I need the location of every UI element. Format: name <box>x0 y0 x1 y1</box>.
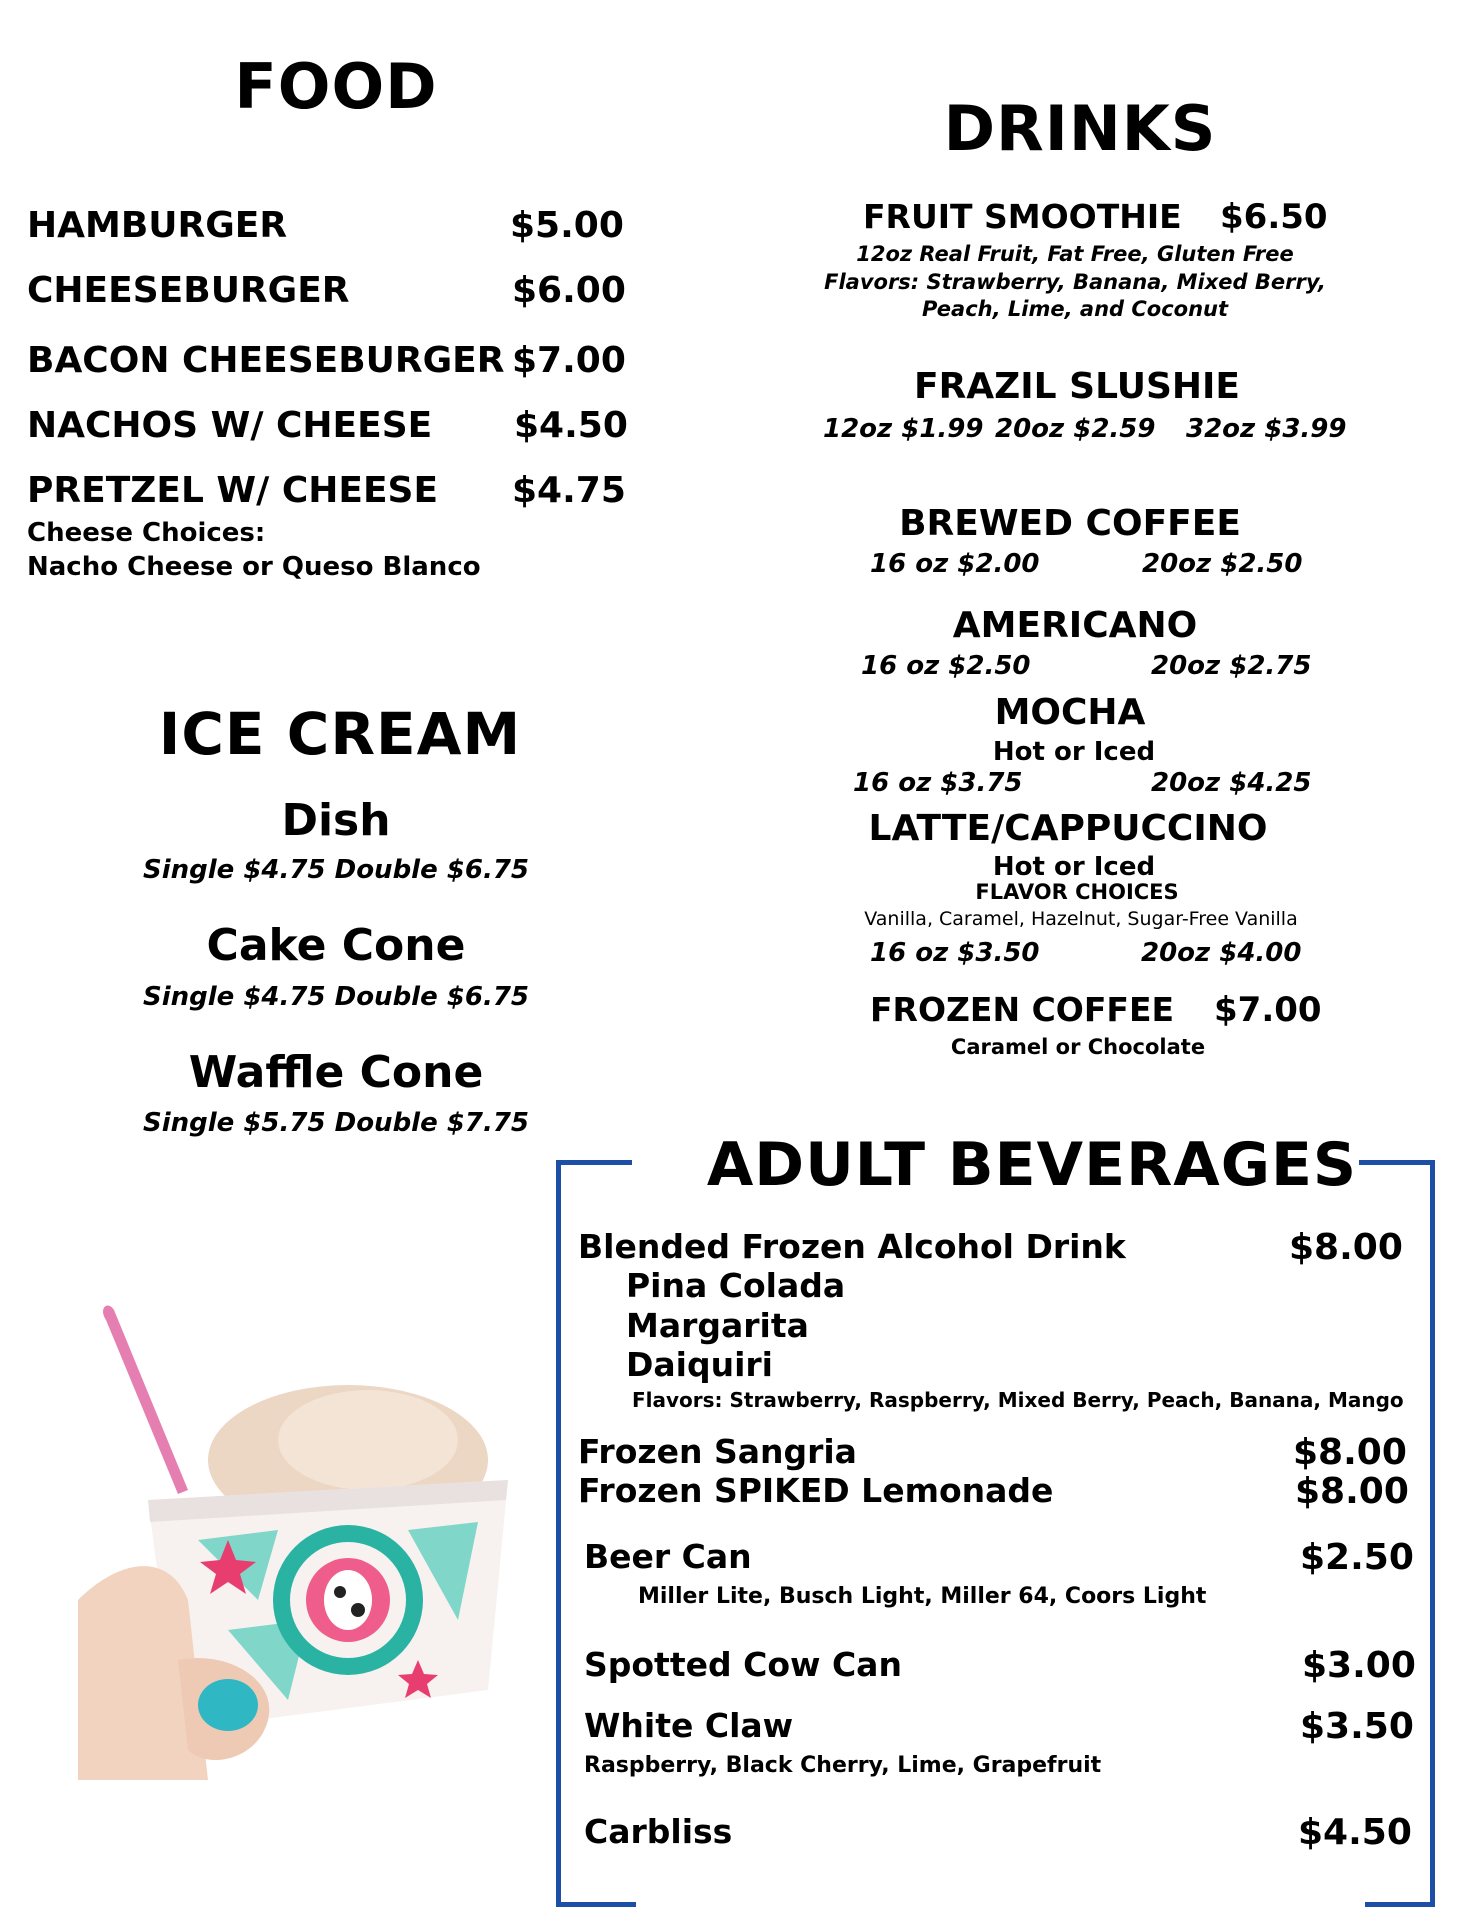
white-claw-name: White Claw <box>584 1706 794 1745</box>
smoothie-desc-line1: 12oz Real Fruit, Fat Free, Gluten Free <box>856 242 1294 266</box>
cheese-choices-options: Nacho Cheese or Queso Blanco <box>27 552 481 582</box>
slushie-name: FRAZIL SLUSHIE <box>913 366 1241 407</box>
americano-large: 20oz $2.75 <box>1151 651 1312 681</box>
white-claw-price: $3.50 <box>1300 1706 1414 1747</box>
carbliss-price: $4.50 <box>1298 1812 1412 1853</box>
food-item-name: PRETZEL W/ CHEESE <box>27 470 439 511</box>
ice-cream-cup-photo <box>78 1300 518 1780</box>
ice-cream-item-name: Cake Cone <box>206 920 466 971</box>
smoothie-price: $6.50 <box>1220 197 1328 237</box>
brewed-coffee-small: 16 oz $2.00 <box>870 549 1040 579</box>
smoothie-desc-line3: Peach, Lime, and Coconut <box>921 297 1229 321</box>
beer-can-brands: Miller Lite, Busch Light, Miller 64, Coors Light <box>638 1584 1207 1609</box>
latte-name: LATTE/CAPPUCCINO <box>868 808 1268 849</box>
lemonade-price: $8.00 <box>1295 1471 1409 1512</box>
ice-cream-item-prices: Single $4.75 Double $6.75 <box>142 855 530 885</box>
beer-can-price: $2.50 <box>1300 1537 1414 1578</box>
spotted-cow-name: Spotted Cow Can <box>584 1645 902 1684</box>
beer-can-name: Beer Can <box>584 1537 752 1576</box>
food-item-price: $6.00 <box>512 270 626 311</box>
americano-name: AMERICANO <box>952 605 1198 646</box>
slushie-size: 20oz $2.59 <box>995 414 1156 444</box>
ice-cream-item-name: Dish <box>281 795 391 846</box>
latte-flavor-label: FLAVOR CHOICES <box>975 880 1179 904</box>
drinks-title: DRINKS <box>943 92 1217 165</box>
ice-cream-item-prices: Single $4.75 Double $6.75 <box>142 982 530 1012</box>
mocha-note: Hot or Iced <box>992 737 1156 767</box>
smoothie-name: FRUIT SMOOTHIE <box>863 197 1182 236</box>
latte-small: 16 oz $3.50 <box>870 938 1040 968</box>
ice-cream-item-prices: Single $5.75 Double $7.75 <box>142 1108 530 1138</box>
blended-drink-price: $8.00 <box>1289 1227 1403 1268</box>
adult-beverages-title: ADULT BEVERAGES <box>706 1130 1358 1200</box>
blended-drink-name: Blended Frozen Alcohol Drink <box>578 1227 1126 1266</box>
mocha-small: 16 oz $3.75 <box>853 768 1023 798</box>
blended-option: Margarita <box>626 1306 809 1345</box>
food-item-name: NACHOS W/ CHEESE <box>27 405 433 446</box>
food-item-price: $4.50 <box>514 405 628 446</box>
latte-large: 20oz $4.00 <box>1141 938 1302 968</box>
lemonade-name: Frozen SPIKED Lemonade <box>578 1471 1054 1510</box>
cheese-choices-label: Cheese Choices: <box>27 518 266 548</box>
brewed-coffee-name: BREWED COFFEE <box>899 503 1241 544</box>
frozen-coffee-name: FROZEN COFFEE <box>870 990 1175 1029</box>
food-item-name: CHEESEBURGER <box>27 270 350 311</box>
blended-option: Pina Colada <box>626 1266 846 1305</box>
frozen-coffee-note: Caramel or Chocolate <box>950 1035 1206 1059</box>
mocha-large: 20oz $4.25 <box>1151 768 1312 798</box>
blended-flavors: Flavors: Strawberry, Raspberry, Mixed Berry, Peach, Banana, Mango <box>632 1388 1404 1412</box>
ice-cream-item-name: Waffle Cone <box>188 1047 484 1098</box>
food-item-price: $4.75 <box>512 470 626 511</box>
latte-flavors: Vanilla, Caramel, Hazelnut, Sugar-Free Vanilla <box>864 908 1298 930</box>
frozen-coffee-price: $7.00 <box>1214 990 1322 1030</box>
carbliss-name: Carbliss <box>584 1812 733 1851</box>
americano-small: 16 oz $2.50 <box>861 651 1031 681</box>
food-item-price: $7.00 <box>512 340 626 381</box>
mocha-name: MOCHA <box>994 692 1146 733</box>
ice-cream-title: ICE CREAM <box>158 700 522 768</box>
white-claw-flavors: Raspberry, Black Cherry, Lime, Grapefruit <box>584 1753 1102 1778</box>
slushie-size: 12oz $1.99 <box>823 414 984 444</box>
brewed-coffee-large: 20oz $2.50 <box>1142 549 1303 579</box>
sangria-name: Frozen Sangria <box>578 1432 857 1471</box>
food-item-price: $5.00 <box>510 205 624 246</box>
spotted-cow-price: $3.00 <box>1302 1645 1416 1686</box>
latte-note: Hot or Iced <box>992 852 1156 882</box>
food-item-name: BACON CHEESEBURGER <box>27 340 505 381</box>
food-item-name: HAMBURGER <box>27 205 288 246</box>
blended-option: Daiquiri <box>626 1345 773 1384</box>
slushie-size: 32oz $3.99 <box>1186 414 1347 444</box>
food-title: FOOD <box>234 50 438 123</box>
smoothie-desc-line2: Flavors: Strawberry, Banana, Mixed Berry, <box>824 270 1326 294</box>
sangria-price: $8.00 <box>1293 1432 1407 1473</box>
